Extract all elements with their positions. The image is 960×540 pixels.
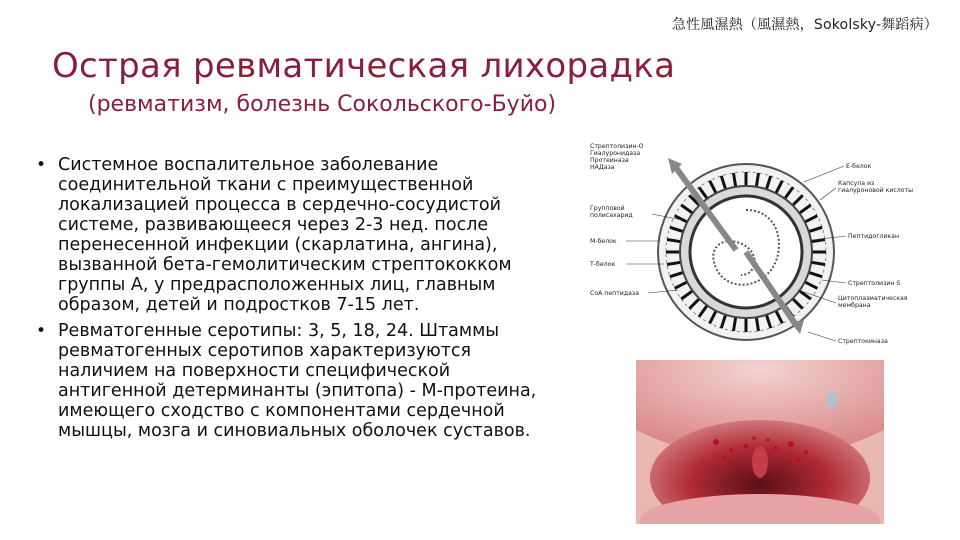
diagram-label-left: Гиалуронидаза (590, 150, 641, 157)
diagram-label-left: Стрептолизин-О (590, 143, 644, 150)
diagram-label-right: гиалуроновой кислоты (838, 187, 914, 194)
slide-subtitle: (ревматизм, болезнь Сокольского-Буйо) (88, 92, 557, 117)
uvula (752, 446, 768, 478)
diagram-label-right: Капсула из (838, 180, 875, 187)
diagram-label-left: СоА пептидаза (590, 290, 639, 297)
bullet-line: образом, детей и подростков 7-15 лет. (58, 295, 420, 315)
bullet-line: антигенной детерминанты (эпитопа) - М-протеина, (58, 381, 537, 401)
streptococcus-diagram (586, 140, 916, 350)
diagram-label-left: НАДаза (590, 164, 615, 171)
diagram-label-right: Цитоплазматическая (838, 295, 908, 302)
bullet-line: наличием на поверхности специфической (58, 361, 451, 381)
bullet-marker: • (36, 155, 47, 175)
diagram-label-right: Стрептолизин S (848, 280, 901, 287)
bullet-line: мышцы, мозга и синовиальных оболочек суставов. (58, 421, 531, 441)
bullet-item (36, 155, 596, 315)
light-reflection (826, 392, 838, 408)
slide-title: Острая ревматическая лихорадка (52, 46, 676, 86)
bullet-marker: • (36, 321, 47, 341)
bullet-line: перенесенной инфекции (скарлатина, ангина), (58, 235, 498, 255)
diagram-label-left: М-белок (590, 238, 617, 245)
bullet-line: группы А, у предрасположенных лиц, главным (58, 275, 496, 295)
bullet-line: локализацией процесса в сердечно-сосудистой (58, 195, 501, 215)
diagram-label-left: полисахарид (590, 212, 633, 219)
bullet-line: ревматогенных серотипов характеризуются (58, 341, 472, 361)
diagram-label-right: Е-белок (846, 163, 872, 170)
diagram-label-right: Пептидогликан (848, 233, 899, 240)
bullet-line: имеющего сходство с компонентами сердечной (58, 401, 505, 421)
diagram-label-right: Стрептокиназа (838, 338, 888, 345)
diagram-label-left: Протеиназа (590, 157, 629, 164)
bullet-line: соединительной ткани с преимущественной (58, 175, 474, 195)
header-note: 急性風濕熱（風濕熱，Sokolsky-舞蹈病） (671, 17, 938, 33)
bullet-line: Ревматогенные серотипы: 3, 5, 18, 24. Штаммы (58, 321, 500, 341)
throat-photo (636, 360, 884, 524)
bullet-line: системе, развивающееся через 2-3 нед. после (58, 215, 489, 235)
diagram-label-right: мембрана (838, 302, 871, 309)
diagram-label-left: Т-белок (590, 261, 616, 268)
bullet-line: вызванной бета-гемолитическим стрептококком (58, 255, 512, 275)
bullet-line: Системное воспалительное заболевание (58, 155, 439, 175)
bullet-list (36, 155, 596, 447)
diagram-label-left: Групповой (590, 205, 625, 212)
bullet-item (36, 321, 596, 441)
